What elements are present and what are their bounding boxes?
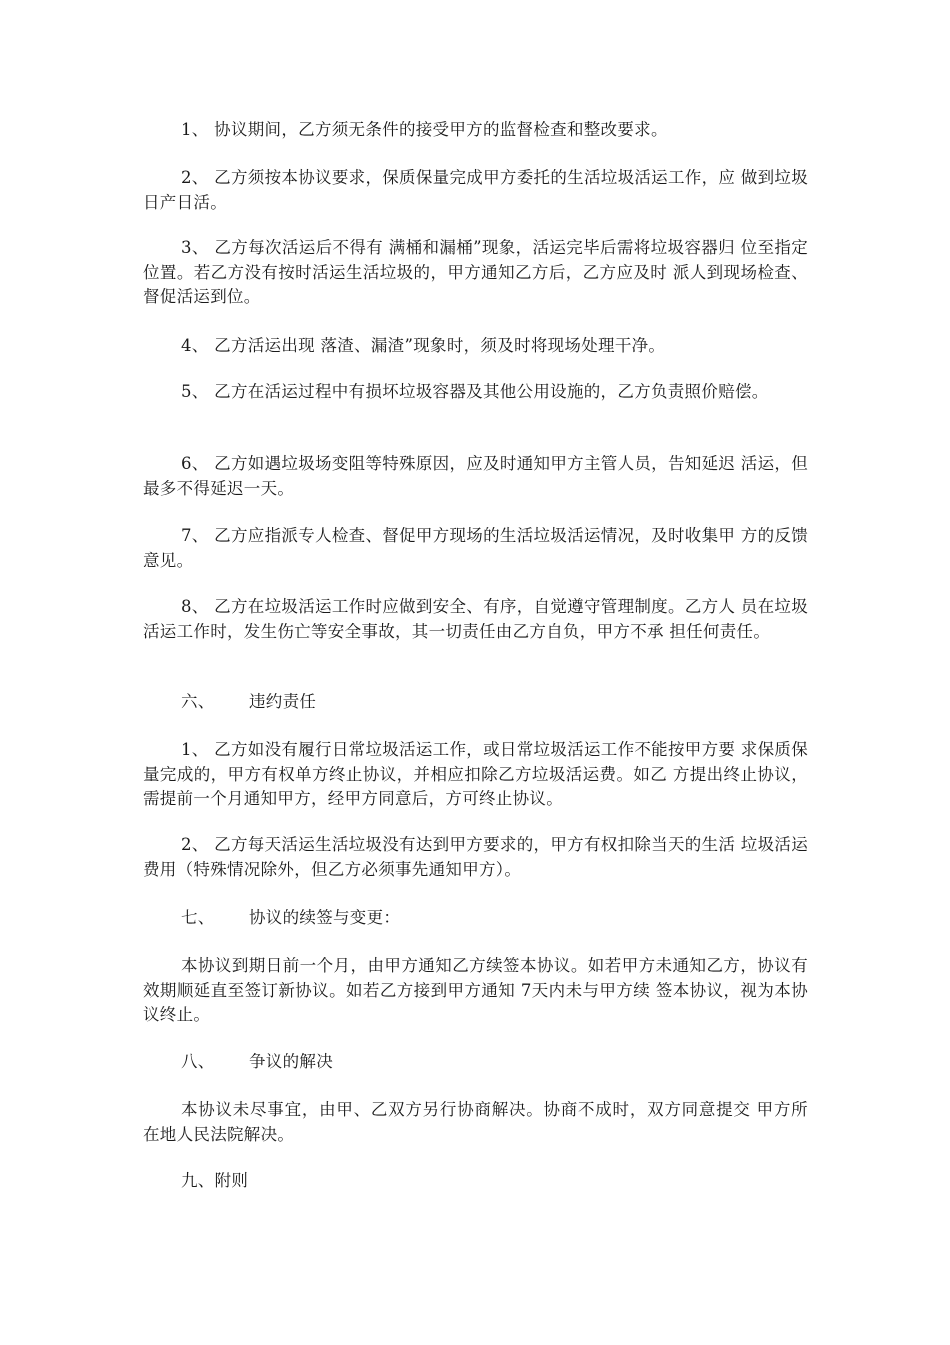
clause-3: 3、 乙方每次活运后不得有 满桶和漏桶”现象，活运完毕后需将垃圾容器归 位至指定位置。若乙方没有按时活运生活垃圾的，甲方通知乙方后，乙方应及时 派人到现场检查、督促活运到位。 [143, 238, 808, 306]
section-title: 违约责任 [249, 692, 317, 711]
section-number: 六、 [181, 692, 215, 711]
dispute-paragraph: 本协议未尽事宜，由甲、乙双方另行协商解决。协商不成时，双方同意提交 甲方所在地人民法院解决。 [143, 1100, 808, 1144]
clause-6: 6、 乙方如遇垃圾场变阻等特殊原因，应及时通知甲方主管人员，告知延迟 活运，但最多不得延迟一天。 [143, 454, 808, 498]
clause-4: 4、 乙方活运出现 落渣、漏渣”现象时，须及时将现场处理干净。 [181, 336, 666, 355]
clause-8: 8、 乙方在垃圾活运工作时应做到安全、有序，自觉遵守管理制度。乙方人 员在垃圾活运工作时，发生伤亡等安全事故，其一切责任由乙方自负，甲方不承 担任何责任。 [143, 597, 808, 641]
section-heading-7 [181, 906, 400, 930]
section-title: 九、附则 [181, 1171, 249, 1190]
section-title: 协议的续签与变更： [249, 908, 401, 927]
section-heading-6 [181, 690, 316, 714]
clause-5: 5、 乙方在活运过程中有损坏垃圾容器及其他公用设施的，乙方负责照价赔偿。 [181, 382, 769, 401]
clause-1: 1、 协议期间，乙方须无条件的接受甲方的监督检查和整改要求。 [181, 120, 668, 139]
section-heading-9 [181, 1169, 248, 1193]
breach-clause-1: 1、 乙方如没有履行日常垃圾活运工作，或日常垃圾活运工作不能按甲方要 求保质保量完成的，甲方有权单方终止协议，并相应扣除乙方垃圾活运费。如乙 方提出终止协议，需提前一个月通知甲方，经甲方同意后，方可终止协议。 [143, 740, 808, 808]
clause-2: 2、 乙方须按本协议要求，保质保量完成甲方委托的生活垃圾活运工作，应 做到垃圾日产日活。 [143, 168, 808, 212]
section-number: 八、 [181, 1052, 215, 1071]
section-title: 争议的解决 [249, 1052, 333, 1071]
clause-7: 7、 乙方应指派专人检查、督促甲方现场的生活垃圾活运情况，及时收集甲 方的反馈意见。 [143, 526, 808, 570]
section-number: 七、 [181, 908, 215, 927]
section-heading-8 [181, 1050, 333, 1074]
breach-clause-2: 2、 乙方每天活运生活垃圾没有达到甲方要求的，甲方有权扣除当天的生活 垃圾活运费用（特殊情况除外，但乙方必须事先通知甲方）。 [143, 835, 808, 879]
renewal-paragraph: 本协议到期日前一个月，由甲方通知乙方续签本协议。如若甲方未通知乙方，协议有效期顺延直至签订新协议。如若乙方接到甲方通知 7天内未与甲方续 签本协议，视为本协议终止。 [143, 956, 808, 1024]
